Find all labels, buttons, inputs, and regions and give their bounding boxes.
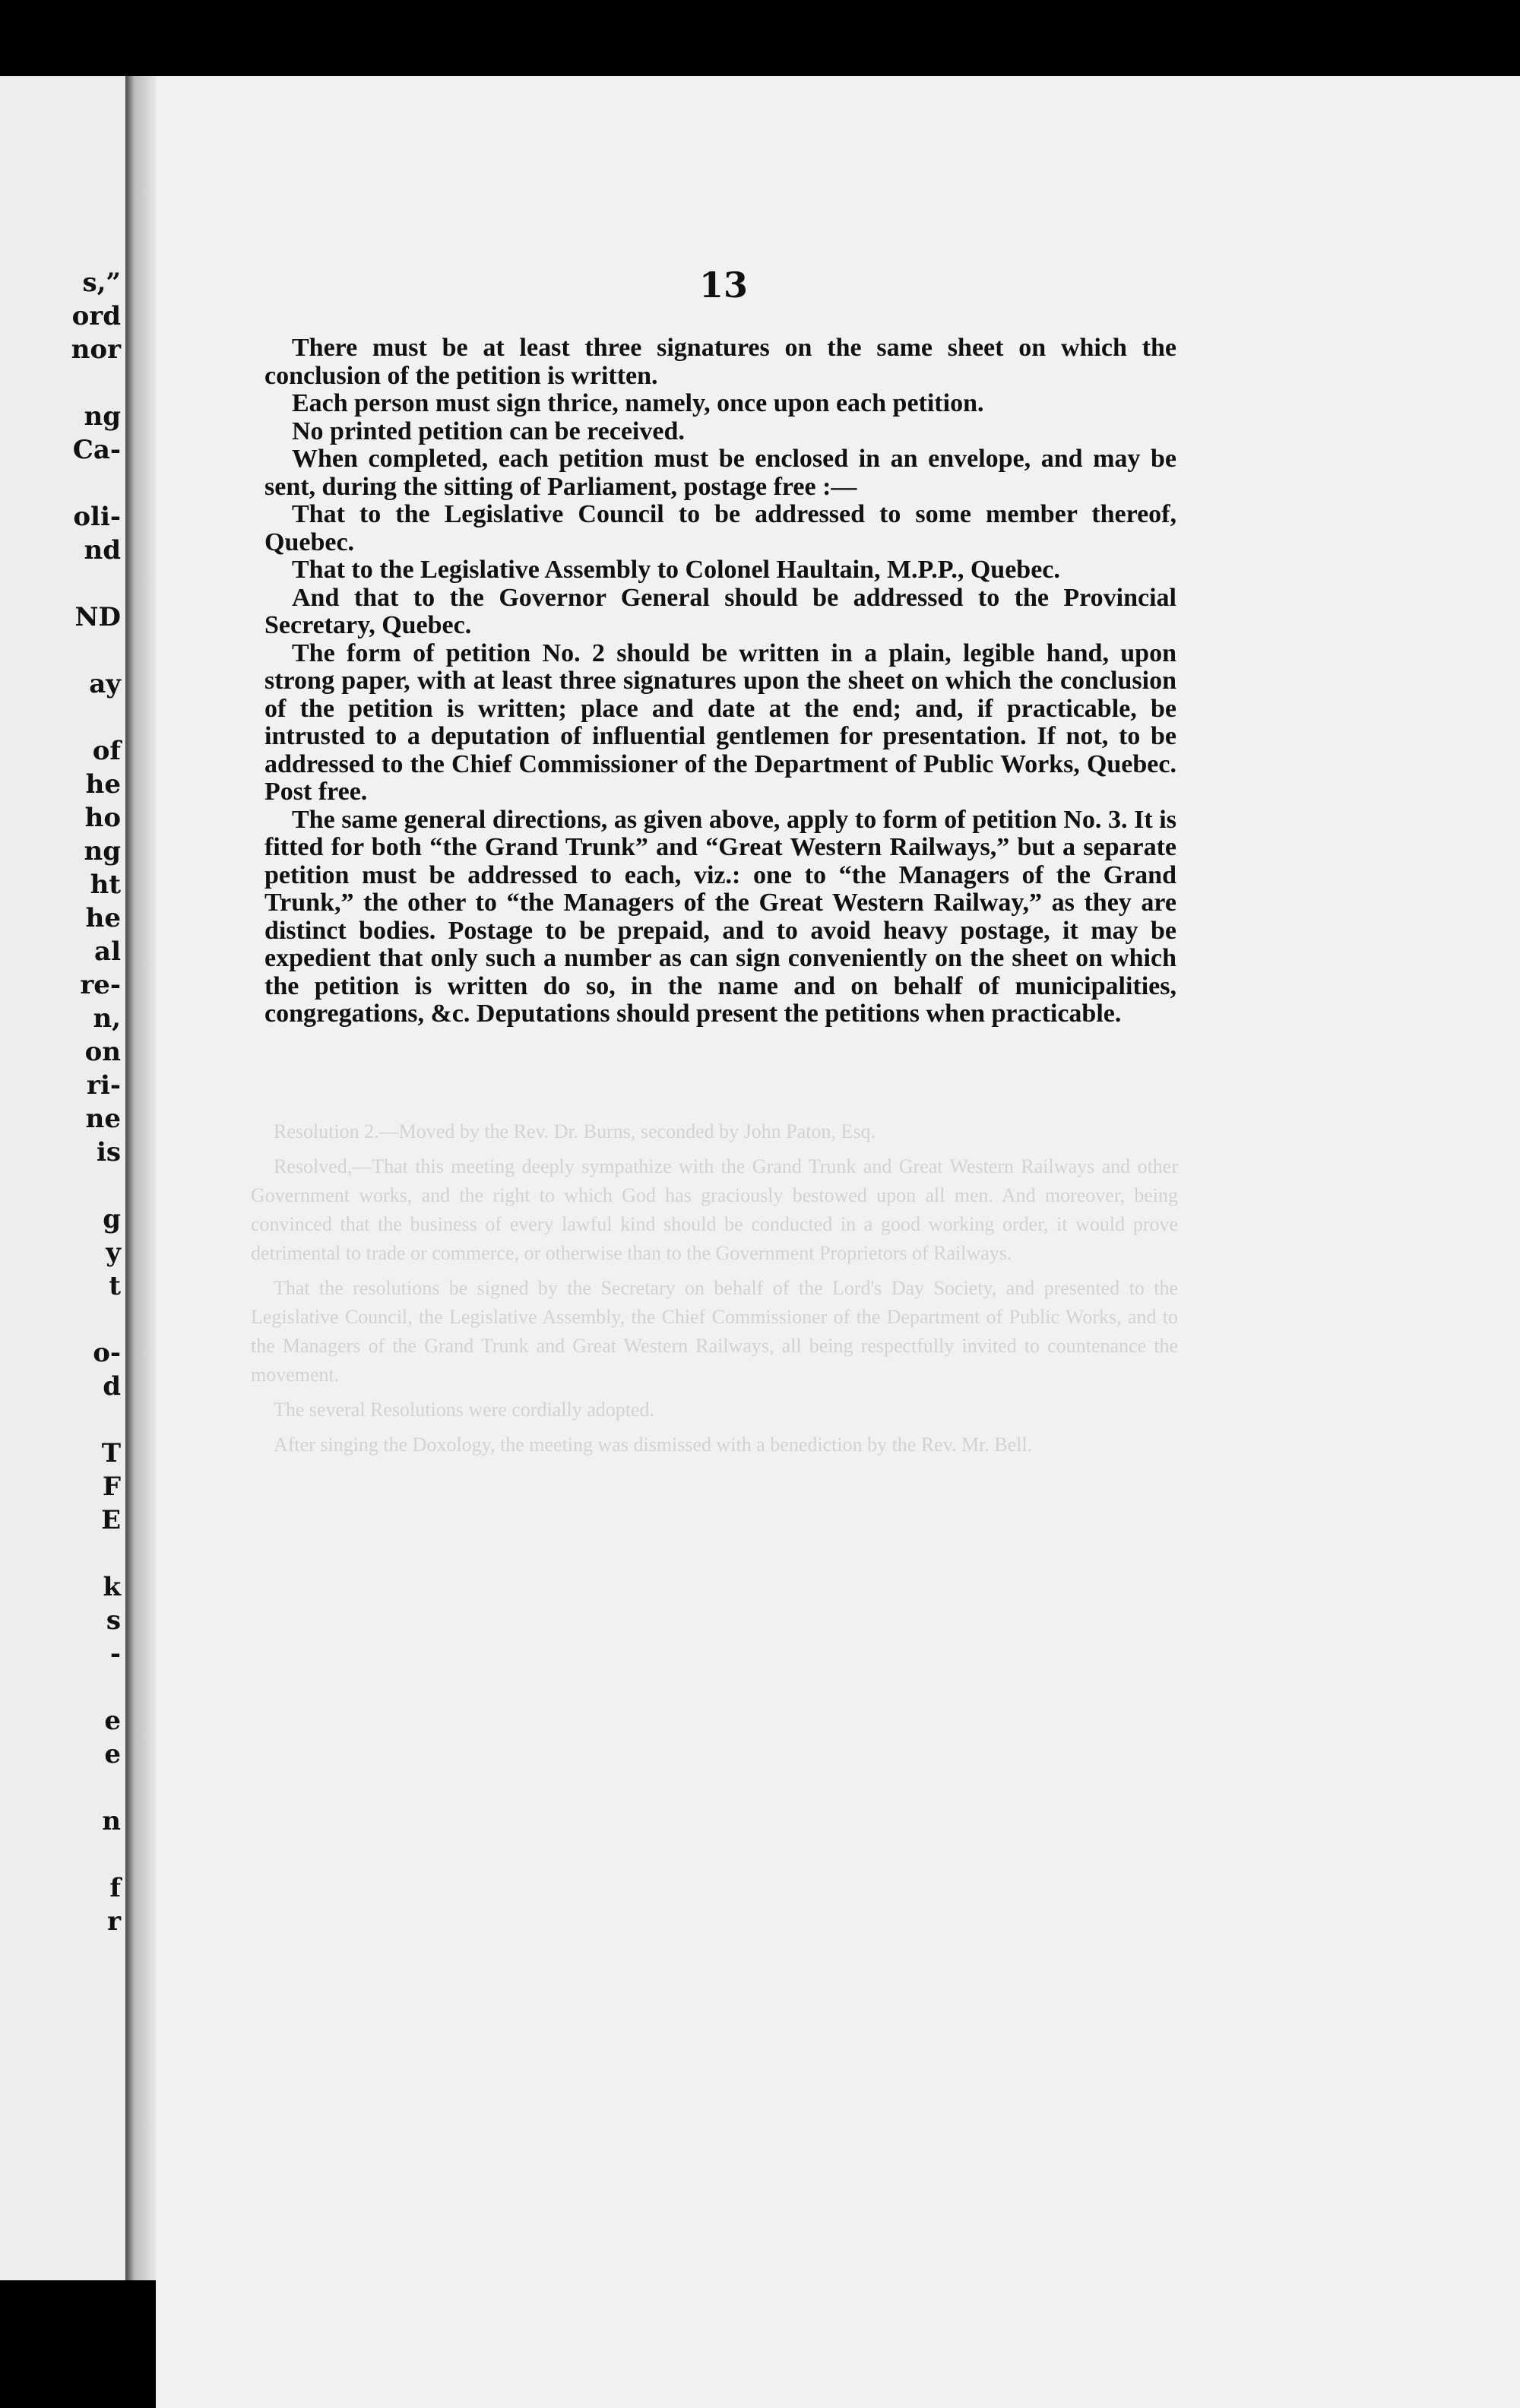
left-page-fragment xyxy=(71,634,121,667)
left-page-fragment: e xyxy=(104,1739,121,1770)
left-page-fragment xyxy=(71,1169,121,1202)
left-page-fragment: ND xyxy=(74,602,121,632)
left-page-fragment xyxy=(71,366,121,400)
left-page-fragment: al xyxy=(94,936,121,967)
left-page-fragment xyxy=(71,1403,121,1437)
left-page-fragment xyxy=(71,1671,121,1704)
book-gutter xyxy=(125,76,156,2280)
left-page-fragment: g xyxy=(103,1204,121,1234)
body-text xyxy=(264,334,1176,1028)
paragraph: And that to the Governor General should be addressed to the Provincial Secretary, Quebec. xyxy=(264,583,1176,639)
left-page-fragment: s,” xyxy=(82,268,121,298)
bleed-through-text xyxy=(251,1117,1178,1465)
left-page-fragment: ng xyxy=(84,401,121,432)
bleed-through-paragraph: After singing the Doxology, the meeting was dismissed with a benediction by the Rev. Mr. Bell. xyxy=(274,1434,1033,1456)
left-page-fragment: nd xyxy=(84,535,121,566)
left-page-fragment xyxy=(71,1537,121,1570)
bleed-through-paragraph: The several Resolutions were cordially adopted. xyxy=(274,1399,655,1421)
left-page-fragment: k xyxy=(103,1572,121,1602)
left-page-fragment: d xyxy=(103,1371,121,1402)
left-page-fragment: o- xyxy=(93,1338,121,1368)
left-page-fragment: e xyxy=(104,1706,121,1736)
left-page xyxy=(0,76,125,2280)
left-page-fragment: Ca- xyxy=(72,435,121,465)
left-page-fragment: s xyxy=(106,1605,121,1636)
left-page-fragment: E xyxy=(101,1505,121,1535)
left-page-fragment: ord xyxy=(71,301,121,331)
left-page-fragment: ng xyxy=(84,836,121,867)
left-page-fragment: ho xyxy=(84,803,121,833)
left-page-fragment: ne xyxy=(85,1104,121,1134)
left-page-fragment: ri- xyxy=(87,1070,121,1101)
bleed-through-paragraph: Resolved,—That this meeting deeply sympathize with the Grand Trunk and Great Western Railways and other Government works, and the right to which God has graciously bestowed upon all men. And moreover, being convinced that the business of every lawful kind should be conducted in a good working order, it would prove detrimental to trade or commerce, or otherwise than to the Government Proprietors of Railways. xyxy=(251,1155,1178,1264)
left-page-fragment xyxy=(71,1303,121,1336)
left-page-fragment: re- xyxy=(80,970,121,1000)
left-page-fragment: he xyxy=(85,769,121,800)
left-page-fragment: - xyxy=(109,1639,121,1669)
left-page-fragment: is xyxy=(96,1137,121,1168)
bleed-through-paragraph: That the resolutions be signed by the Secretary on behalf of the Lord's Day Society, and presented to the Legislative Council, the Legislative Assembly, the Chief Commissioner of the Department of Public Works, and to the Managers of the Grand Trunk and Great Western Railways, all being respectfully invited to countenance the movement. xyxy=(251,1277,1178,1386)
left-page-fragment: ht xyxy=(90,870,121,900)
left-page-fragment: oli- xyxy=(73,502,121,532)
left-page-fragment: he xyxy=(85,903,121,933)
paragraph: The form of petition No. 2 should be written in a plain, legible hand, upon strong paper, with at least three signatures upon the sheet on which the conclusion of the petition is written; place and date at the end; and, if practicable, be intrusted to a deputation of influential gentlemen for presentation. If not, to be addressed to the Chief Commissioner of the Department of Public Works, Quebec. Post free. xyxy=(264,638,1176,806)
left-page-fragment: ay xyxy=(89,669,121,699)
left-page-fragment: on xyxy=(84,1037,121,1067)
paragraph: That to the Legislative Assembly to Colonel Haultain, M.P.P., Quebec. xyxy=(292,556,1060,584)
left-page-fragment: r xyxy=(107,1906,121,1937)
left-page-fragment: t xyxy=(109,1271,121,1301)
left-page-fragment: n xyxy=(102,1806,121,1836)
paragraph: The same general directions, as given above, apply to form of petition No. 3. It is fitted for both “the Grand Trunk” and “Great Western Railways,” but a separate petition must be addressed to each, viz.: one to “the Managers of the Grand Trunk,” the other to “the Managers of the Great Western Railway,” as they are distinct bodies. Postage to be prepaid, and to avoid heavy postage, it may be expedient that only such a number as can sign conveniently on the sheet on which the petition is written do so, in the name and on behalf of municipalities, congregations, &c. Deputations should present the petitions when practicable. xyxy=(264,805,1176,1028)
paragraph: Each person must sign thrice, namely, once upon each petition. xyxy=(292,389,984,417)
left-page-fragment: f xyxy=(109,1873,121,1903)
left-page-fragment: of xyxy=(92,736,121,766)
paragraph: No printed petition can be received. xyxy=(292,417,685,445)
left-page-fragment xyxy=(71,1771,121,1804)
left-page-fragment xyxy=(71,567,121,600)
left-page-fragment: T xyxy=(101,1438,121,1469)
left-page-fragment: nor xyxy=(71,334,121,365)
left-page-fragment: n, xyxy=(93,1003,121,1034)
left-page-fragment: y xyxy=(106,1237,121,1268)
paragraph: When completed, each petition must be enclosed in an envelope, and may be sent, during the sitting of Parliament, postage free :— xyxy=(264,445,1176,501)
paragraph: There must be at least three signatures on the same sheet on which the conclusion of the petition is written. xyxy=(264,334,1176,390)
left-page-fragment: F xyxy=(102,1472,121,1502)
left-page-fragment xyxy=(71,701,121,734)
left-page-text-fragments xyxy=(71,266,121,1938)
left-page-fragment xyxy=(71,1838,121,1871)
left-page-fragment xyxy=(71,467,121,500)
paragraph: That to the Legislative Council to be addressed to some member thereof, Quebec. xyxy=(264,500,1176,556)
page-number: 13 xyxy=(699,265,749,306)
bleed-through-paragraph: Resolution 2.—Moved by the Rev. Dr. Burns, seconded by John Paton, Esq. xyxy=(274,1120,876,1142)
